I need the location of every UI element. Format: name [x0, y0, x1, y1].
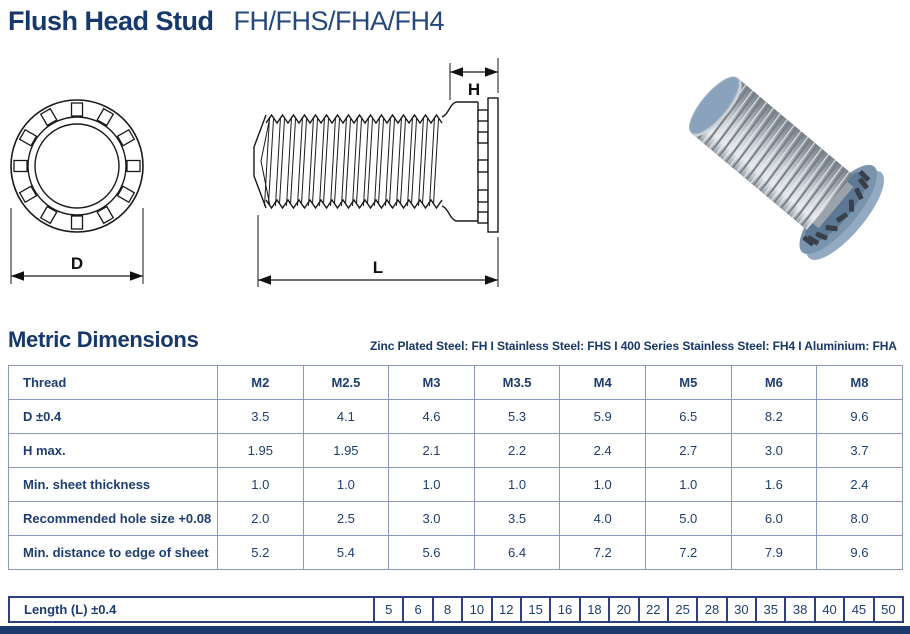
table-cell: 9.6	[817, 536, 903, 570]
page-header	[8, 6, 444, 37]
table-cell: 1.0	[474, 468, 560, 502]
row-label: H max.	[9, 434, 218, 468]
length-cell: 45	[844, 597, 873, 622]
column-header: M3	[389, 366, 475, 400]
table-cell: 1.95	[218, 434, 304, 468]
table-cell: 2.0	[218, 502, 304, 536]
column-header: M5	[645, 366, 731, 400]
section-heading: Metric Dimensions	[8, 327, 199, 352]
length-table	[8, 596, 904, 623]
length-cell: 40	[815, 597, 844, 622]
table-cell: 2.4	[817, 468, 903, 502]
length-cell: 22	[639, 597, 668, 622]
table-row	[9, 468, 903, 502]
table-cell: 1.0	[560, 468, 646, 502]
table-cell: 1.0	[303, 468, 389, 502]
table-cell: 3.0	[731, 434, 817, 468]
table-header-label: Thread	[9, 366, 218, 400]
column-header: M2	[218, 366, 304, 400]
table-row	[9, 502, 903, 536]
column-header: M6	[731, 366, 817, 400]
table-cell: 5.2	[218, 536, 304, 570]
metric-dimensions-table	[8, 365, 903, 570]
stud-head-outline	[442, 98, 498, 232]
table-cell: 8.0	[817, 502, 903, 536]
length-cell: 50	[874, 597, 903, 622]
row-label: Min. distance to edge of sheet	[9, 536, 218, 570]
dimension-label-l: L	[372, 258, 384, 277]
stud-side-view-drawing	[240, 55, 510, 305]
table-cell: 9.6	[817, 400, 903, 434]
table-cell: 6.0	[731, 502, 817, 536]
table-cell: 7.2	[560, 536, 646, 570]
table-cell: 3.5	[218, 400, 304, 434]
table-cell: 2.5	[303, 502, 389, 536]
length-row	[9, 597, 903, 622]
dimension-label-d: D	[70, 254, 84, 273]
table-cell: 5.6	[389, 536, 475, 570]
length-cell: 16	[550, 597, 579, 622]
length-cell: 8	[433, 597, 462, 622]
length-cell: 30	[727, 597, 756, 622]
table-cell: 4.6	[389, 400, 475, 434]
table-row	[9, 536, 903, 570]
flange-front-view-drawing	[0, 58, 160, 303]
page-title: Flush Head Stud	[8, 6, 214, 36]
knurl-tooth	[127, 161, 140, 172]
length-cell: 35	[756, 597, 785, 622]
table-cell: 6.5	[645, 400, 731, 434]
table-row	[9, 434, 903, 468]
column-header: M3.5	[474, 366, 560, 400]
table-cell: 2.1	[389, 434, 475, 468]
table-cell: 4.1	[303, 400, 389, 434]
table-cell: 2.7	[645, 434, 731, 468]
column-header: M4	[560, 366, 646, 400]
table-cell: 1.95	[303, 434, 389, 468]
column-header: M8	[817, 366, 903, 400]
row-label: D ±0.4	[9, 400, 218, 434]
dimension-label-h: H	[467, 80, 481, 99]
column-header: M2.5	[303, 366, 389, 400]
table-cell: 1.6	[731, 468, 817, 502]
length-cell: 12	[492, 597, 521, 622]
table-cell: 2.2	[474, 434, 560, 468]
table-cell: 5.4	[303, 536, 389, 570]
table-cell: 5.3	[474, 400, 560, 434]
length-cell: 25	[668, 597, 697, 622]
table-cell: 5.9	[560, 400, 646, 434]
length-cell: 5	[374, 597, 403, 622]
table-cell: 1.0	[389, 468, 475, 502]
length-label: Length (L) ±0.4	[9, 597, 374, 622]
table-cell: 6.4	[474, 536, 560, 570]
table-cell: 7.9	[731, 536, 817, 570]
row-label: Recommended hole size +0.08	[9, 502, 218, 536]
table-cell: 8.2	[731, 400, 817, 434]
footer-bar	[0, 626, 910, 634]
knurl-tooth	[72, 216, 83, 229]
stud-photo-group	[669, 54, 896, 270]
table-cell: 3.5	[474, 502, 560, 536]
table-cell: 4.0	[560, 502, 646, 536]
length-cell: 28	[697, 597, 726, 622]
length-cell: 20	[609, 597, 638, 622]
table-cell: 3.0	[389, 502, 475, 536]
table-row	[9, 400, 903, 434]
knurl-tooth	[14, 161, 27, 172]
material-codes: Zinc Plated Steel: FH I Stainless Steel: FHS I 400 Series Stainless Steel: FH4 I Aluminium: FHA	[370, 339, 897, 353]
length-cell: 10	[462, 597, 491, 622]
table-cell: 3.7	[817, 434, 903, 468]
row-label: Min. sheet thickness	[9, 468, 218, 502]
table-cell: 2.4	[560, 434, 646, 468]
table-cell: 1.0	[645, 468, 731, 502]
length-cell: 15	[521, 597, 550, 622]
model-codes: FH/FHS/FHA/FH4	[233, 6, 445, 36]
table-cell: 1.0	[218, 468, 304, 502]
stud-photo	[652, 38, 907, 300]
table-cell: 7.2	[645, 536, 731, 570]
length-cell: 6	[403, 597, 432, 622]
length-cell: 38	[785, 597, 814, 622]
knurl-tooth	[72, 103, 83, 116]
length-cell: 18	[580, 597, 609, 622]
table-cell: 5.0	[645, 502, 731, 536]
knurled-flange-outline	[11, 100, 143, 232]
thread-profile	[254, 115, 442, 208]
